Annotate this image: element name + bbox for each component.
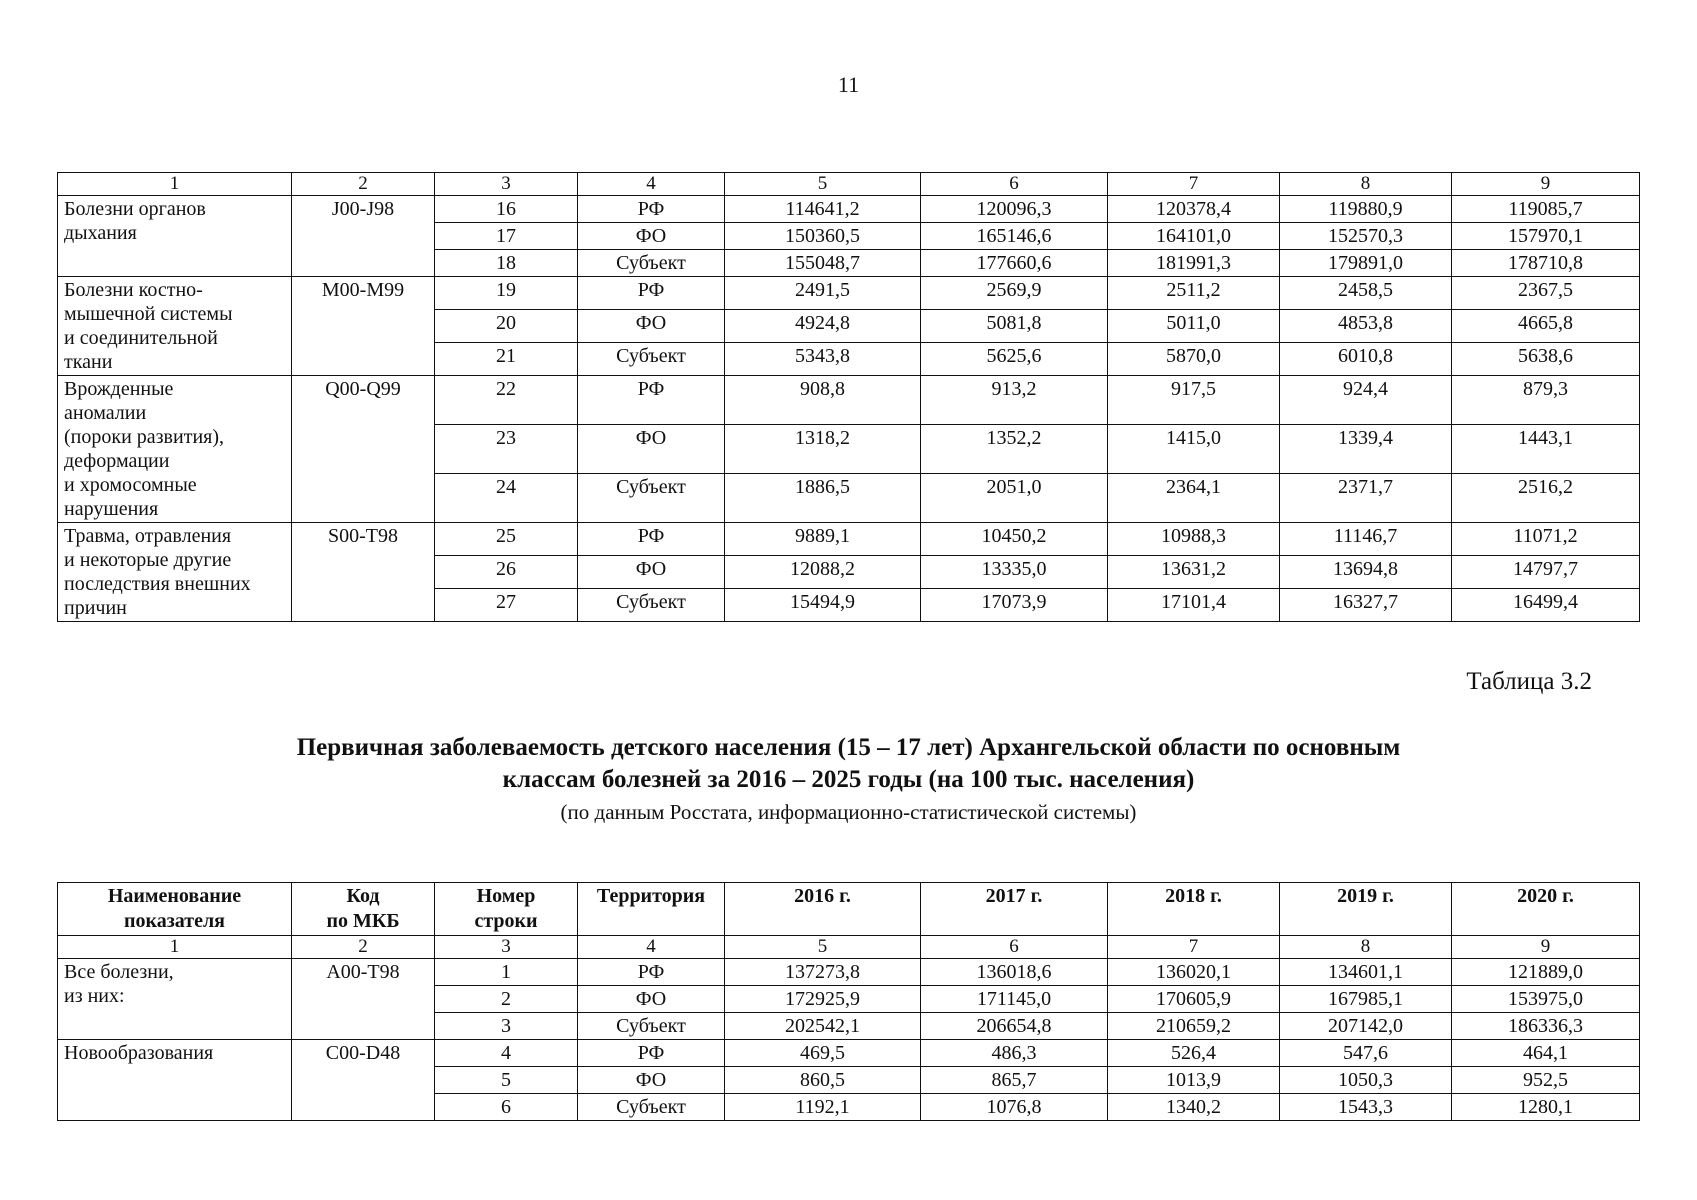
territory-cell: РФ: [578, 196, 725, 223]
value-cell: 207142,0: [1280, 1013, 1452, 1040]
row-number-cell: 26: [435, 556, 578, 589]
value-cell: 860,5: [725, 1067, 921, 1094]
value-cell: 17101,4: [1108, 589, 1280, 622]
row-number-cell: 19: [435, 277, 578, 310]
value-cell: 119880,9: [1280, 196, 1452, 223]
row-number-cell: 4: [435, 1040, 578, 1067]
indicator-name-line: (пороки развития),: [64, 426, 225, 448]
value-cell: 210659,2: [1108, 1013, 1280, 1040]
column-number-cell: 7: [1108, 936, 1280, 959]
indicator-name-line: последствия внешних: [64, 573, 251, 595]
territory-cell: Субъект: [578, 250, 725, 277]
value-cell: 186336,3: [1452, 1013, 1640, 1040]
value-cell: 172925,9: [725, 986, 921, 1013]
value-cell: 120096,3: [921, 196, 1108, 223]
column-number-cell: 6: [921, 173, 1108, 196]
value-cell: 2367,5: [1452, 277, 1640, 310]
column-number-cell: 9: [1452, 936, 1640, 959]
value-cell: 952,5: [1452, 1067, 1640, 1094]
territory-cell: Субъект: [578, 1094, 725, 1121]
column-number-cell: 5: [725, 936, 921, 959]
value-cell: 1280,1: [1452, 1094, 1640, 1121]
indicator-name-line: нарушения: [64, 498, 159, 520]
column-header: [1108, 883, 1280, 936]
value-cell: 157970,1: [1452, 223, 1640, 250]
indicator-name-line: Болезни костно-: [64, 279, 203, 301]
icd-code-cell: J00-J98: [292, 196, 435, 277]
value-cell: 917,5: [1108, 376, 1280, 425]
icd-code-cell: S00-T98: [292, 523, 435, 622]
row-number-cell: 3: [435, 1013, 578, 1040]
column-number-cell: 2: [292, 173, 435, 196]
value-cell: 526,4: [1108, 1040, 1280, 1067]
value-cell: 155048,7: [725, 250, 921, 277]
indicator-name-cell: [58, 959, 292, 1040]
column-header: [921, 883, 1108, 936]
column-number-cell: 8: [1280, 173, 1452, 196]
territory-cell: ФО: [578, 425, 725, 474]
value-cell: 924,4: [1280, 376, 1452, 425]
column-number-cell: 5: [725, 173, 921, 196]
column-number-cell: 9: [1452, 173, 1640, 196]
table-row: [58, 277, 1640, 310]
territory-cell: Субъект: [578, 1013, 725, 1040]
value-cell: 1318,2: [725, 425, 921, 474]
value-cell: 2491,5: [725, 277, 921, 310]
column-header-line: 2018 г.: [1165, 885, 1222, 907]
value-cell: 1543,3: [1280, 1094, 1452, 1121]
indicator-name-line: и хромосомные: [64, 474, 197, 496]
territory-cell: ФО: [578, 986, 725, 1013]
value-cell: 1352,2: [921, 425, 1108, 474]
indicator-name-cell: [58, 376, 292, 523]
indicator-name-cell: [58, 196, 292, 277]
value-cell: 1886,5: [725, 474, 921, 523]
indicator-name-cell: [58, 277, 292, 376]
value-cell: 16327,7: [1280, 589, 1452, 622]
territory-cell: ФО: [578, 1067, 725, 1094]
value-cell: 120378,4: [1108, 196, 1280, 223]
territory-cell: Субъект: [578, 589, 725, 622]
value-cell: 13335,0: [921, 556, 1108, 589]
value-cell: 177660,6: [921, 250, 1108, 277]
value-cell: 167985,1: [1280, 986, 1452, 1013]
value-cell: 464,1: [1452, 1040, 1640, 1067]
column-number-cell: 7: [1108, 173, 1280, 196]
value-cell: 170605,9: [1108, 986, 1280, 1013]
row-number-cell: 25: [435, 523, 578, 556]
column-header-line: по МКБ: [326, 910, 400, 932]
row-number-cell: 20: [435, 310, 578, 343]
column-header-line: показателя: [123, 910, 225, 932]
table-row: [58, 1040, 1640, 1067]
row-number-cell: 5: [435, 1067, 578, 1094]
column-header: [435, 883, 578, 936]
indicator-name-line: мышечной системы: [64, 303, 233, 325]
indicator-name-line: и соединительной: [64, 327, 218, 349]
lower-table: [57, 882, 1640, 1121]
value-cell: 136020,1: [1108, 959, 1280, 986]
value-cell: 12088,2: [725, 556, 921, 589]
territory-cell: РФ: [578, 959, 725, 986]
indicator-name-line: и некоторые другие: [64, 549, 232, 571]
upper-table: [57, 172, 1640, 622]
value-cell: 1340,2: [1108, 1094, 1280, 1121]
page-number: 11: [837, 72, 860, 97]
row-number-cell: 2: [435, 986, 578, 1013]
indicator-name-line: дыхания: [64, 222, 137, 244]
value-cell: 5081,8: [921, 310, 1108, 343]
value-cell: 136018,6: [921, 959, 1108, 986]
indicator-name-line: Врожденные: [64, 378, 174, 400]
value-cell: 5625,6: [921, 343, 1108, 376]
row-number-cell: 16: [435, 196, 578, 223]
value-cell: 13694,8: [1280, 556, 1452, 589]
value-cell: 1443,1: [1452, 425, 1640, 474]
value-cell: 2364,1: [1108, 474, 1280, 523]
indicator-name-line: из них:: [64, 985, 125, 1007]
column-number-cell: 1: [58, 173, 292, 196]
column-header-line: Территория: [596, 885, 706, 907]
territory-cell: РФ: [578, 277, 725, 310]
column-number-row: [58, 936, 1640, 959]
table-title-line-1: Первичная заболеваемость детского населения (15 – 17 лет) Архангельской области по основным: [296, 734, 1401, 761]
table-label: Таблица 3.2: [1466, 668, 1592, 695]
value-cell: 134601,1: [1280, 959, 1452, 986]
value-cell: 153975,0: [1452, 986, 1640, 1013]
icd-code-cell: M00-M99: [292, 277, 435, 376]
column-header: [725, 883, 921, 936]
column-number-cell: 2: [292, 936, 435, 959]
row-number-cell: 21: [435, 343, 578, 376]
territory-cell: ФО: [578, 310, 725, 343]
icd-code-cell: A00-T98: [292, 959, 435, 1040]
value-cell: 114641,2: [725, 196, 921, 223]
value-cell: 865,7: [921, 1067, 1108, 1094]
column-number-cell: 3: [435, 936, 578, 959]
value-cell: 6010,8: [1280, 343, 1452, 376]
column-header-line: строки: [474, 910, 538, 932]
column-header: [292, 883, 435, 936]
value-cell: 11146,7: [1280, 523, 1452, 556]
value-cell: 165146,6: [921, 223, 1108, 250]
row-number-cell: 22: [435, 376, 578, 425]
value-cell: 2051,0: [921, 474, 1108, 523]
value-cell: 179891,0: [1280, 250, 1452, 277]
value-cell: 5011,0: [1108, 310, 1280, 343]
value-cell: 150360,5: [725, 223, 921, 250]
column-header-line: 2019 г.: [1337, 885, 1394, 907]
value-cell: 121889,0: [1452, 959, 1640, 986]
header-row: [58, 883, 1640, 936]
value-cell: 469,5: [725, 1040, 921, 1067]
value-cell: 4924,8: [725, 310, 921, 343]
column-header-line: 2020 г.: [1517, 885, 1574, 907]
value-cell: 2371,7: [1280, 474, 1452, 523]
column-header-line: Номер: [476, 885, 536, 907]
value-cell: 15494,9: [725, 589, 921, 622]
icd-code-cell: Q00-Q99: [292, 376, 435, 523]
value-cell: 11071,2: [1452, 523, 1640, 556]
indicator-name-cell: [58, 1040, 292, 1121]
value-cell: 16499,4: [1452, 589, 1640, 622]
value-cell: 17073,9: [921, 589, 1108, 622]
value-cell: 9889,1: [725, 523, 921, 556]
value-cell: 1013,9: [1108, 1067, 1280, 1094]
value-cell: 486,3: [921, 1040, 1108, 1067]
table-row: [58, 376, 1640, 425]
indicator-name-line: Травма, отравления: [64, 525, 232, 547]
value-cell: 13631,2: [1108, 556, 1280, 589]
column-header-line: 2016 г.: [794, 885, 851, 907]
column-header: [1280, 883, 1452, 936]
column-header: [1452, 883, 1640, 936]
row-number-cell: 6: [435, 1094, 578, 1121]
value-cell: 2458,5: [1280, 277, 1452, 310]
value-cell: 908,8: [725, 376, 921, 425]
indicator-name-line: Все болезни,: [64, 961, 174, 983]
table-subtitle: (по данным Росстата, информационно-статистической системы): [560, 800, 1137, 824]
column-header-line: 2017 г.: [985, 885, 1043, 907]
value-cell: 1415,0: [1108, 425, 1280, 474]
value-cell: 164101,0: [1108, 223, 1280, 250]
column-number-cell: 4: [578, 936, 725, 959]
column-header: [58, 883, 292, 936]
table-row: [58, 523, 1640, 556]
indicator-name-line: деформации: [64, 450, 170, 472]
indicator-name-line: Болезни органов: [64, 198, 206, 220]
value-cell: 171145,0: [921, 986, 1108, 1013]
value-cell: 1339,4: [1280, 425, 1452, 474]
indicator-name-line: причин: [64, 597, 127, 619]
value-cell: 1192,1: [725, 1094, 921, 1121]
column-number-row: [58, 173, 1640, 196]
row-number-cell: 17: [435, 223, 578, 250]
row-number-cell: 24: [435, 474, 578, 523]
value-cell: 137273,8: [725, 959, 921, 986]
territory-cell: ФО: [578, 556, 725, 589]
column-number-cell: 8: [1280, 936, 1452, 959]
value-cell: 5343,8: [725, 343, 921, 376]
table-row: [58, 196, 1640, 223]
value-cell: 547,6: [1280, 1040, 1452, 1067]
indicator-name-line: Новообразования: [64, 1042, 214, 1064]
value-cell: 181991,3: [1108, 250, 1280, 277]
territory-cell: РФ: [578, 1040, 725, 1067]
value-cell: 2569,9: [921, 277, 1108, 310]
territory-cell: Субъект: [578, 474, 725, 523]
indicator-name-line: аномалии: [64, 402, 147, 424]
column-number-cell: 1: [58, 936, 292, 959]
column-number-cell: 4: [578, 173, 725, 196]
value-cell: 913,2: [921, 376, 1108, 425]
table-row: [58, 959, 1640, 986]
value-cell: 4853,8: [1280, 310, 1452, 343]
row-number-cell: 18: [435, 250, 578, 277]
territory-cell: РФ: [578, 376, 725, 425]
value-cell: 10450,2: [921, 523, 1108, 556]
value-cell: 202542,1: [725, 1013, 921, 1040]
value-cell: 178710,8: [1452, 250, 1640, 277]
value-cell: 1076,8: [921, 1094, 1108, 1121]
column-header: [578, 883, 725, 936]
value-cell: 10988,3: [1108, 523, 1280, 556]
icd-code-cell: C00-D48: [292, 1040, 435, 1121]
value-cell: 152570,3: [1280, 223, 1452, 250]
value-cell: 5638,6: [1452, 343, 1640, 376]
value-cell: 2511,2: [1108, 277, 1280, 310]
column-number-cell: 3: [435, 173, 578, 196]
territory-cell: РФ: [578, 523, 725, 556]
column-header-line: Код: [346, 885, 380, 907]
column-number-cell: 6: [921, 936, 1108, 959]
territory-cell: Субъект: [578, 343, 725, 376]
column-header-line: Наименование: [107, 885, 242, 907]
value-cell: 206654,8: [921, 1013, 1108, 1040]
territory-cell: ФО: [578, 223, 725, 250]
row-number-cell: 1: [435, 959, 578, 986]
value-cell: 119085,7: [1452, 196, 1640, 223]
row-number-cell: 23: [435, 425, 578, 474]
row-number-cell: 27: [435, 589, 578, 622]
value-cell: 4665,8: [1452, 310, 1640, 343]
value-cell: 5870,0: [1108, 343, 1280, 376]
value-cell: 14797,7: [1452, 556, 1640, 589]
indicator-name-cell: [58, 523, 292, 622]
value-cell: 879,3: [1452, 376, 1640, 425]
table-title-line-2: классам болезней за 2016 – 2025 годы (на 100 тыс. населения): [502, 766, 1195, 793]
value-cell: 1050,3: [1280, 1067, 1452, 1094]
value-cell: 2516,2: [1452, 474, 1640, 523]
indicator-name-line: ткани: [64, 351, 113, 373]
